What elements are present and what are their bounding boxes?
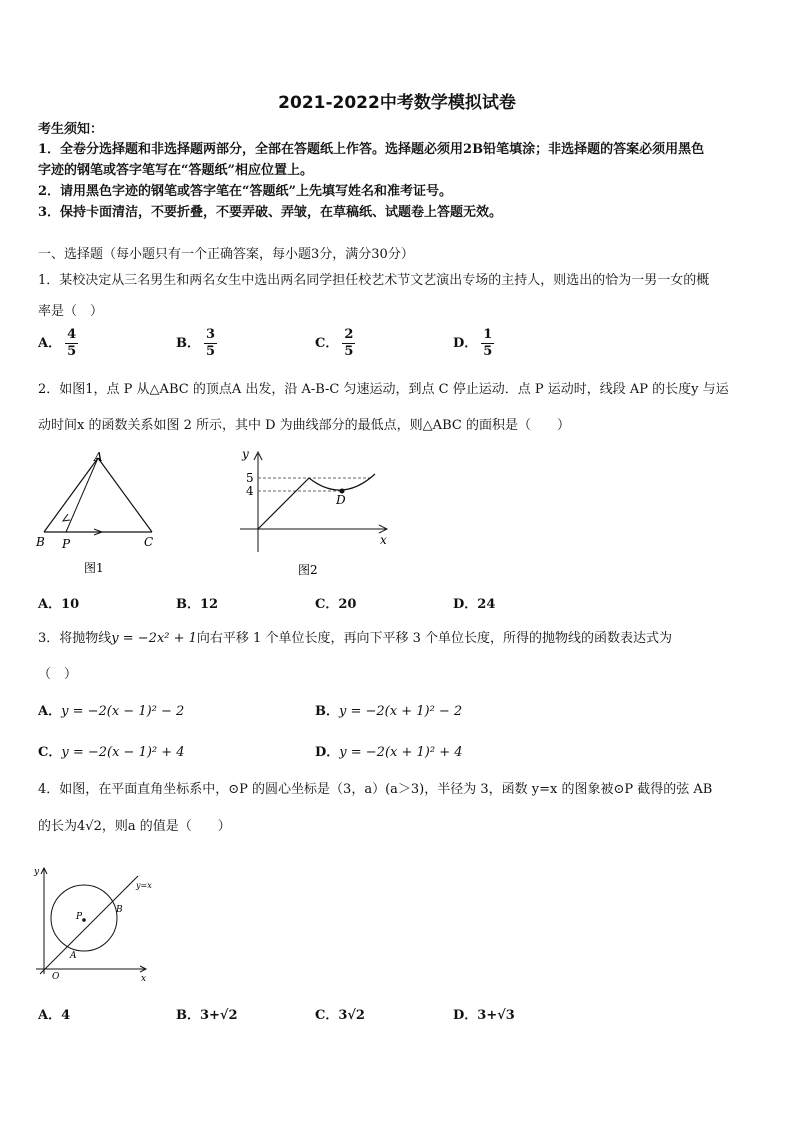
option-formula: y = −2(x − 1)² − 2	[61, 704, 185, 719]
label-b: B	[36, 535, 45, 549]
fraction	[65, 327, 78, 360]
tick-5: 5	[246, 471, 254, 485]
q3-option-b[interactable]	[315, 702, 462, 722]
q4-text-pre: 的长为	[38, 819, 78, 834]
option-label: D．	[315, 745, 340, 760]
q4-figure	[30, 862, 155, 982]
q4-formula: 4√2	[77, 819, 102, 834]
q3-text-line1	[38, 629, 672, 649]
fraction	[342, 327, 355, 360]
notice-item-3: 3．保持卡面清洁，不要折叠，不要弄破、弄皱，在草稿纸、试题卷上答题无效。	[38, 205, 503, 220]
fraction	[481, 327, 494, 360]
q4-text-line1: 4．如图，在平面直角坐标系中，⊙P 的圆心坐标是（3，a）(a＞3)，半径为 3，函数 y=x 的图象被⊙P 截得的弦 AB	[38, 782, 713, 797]
label-a: A	[70, 951, 77, 961]
q1-text-line1: 1．某校决定从三名男生和两名女生中选出两名同学担任校艺术节文艺演出专场的主持人，则选出的恰为一男一女的概	[38, 273, 710, 288]
numerator: 1	[483, 327, 493, 342]
figure-1-caption: 图1	[84, 561, 104, 575]
q2-option-a[interactable]: A．10	[38, 597, 80, 612]
option-label: A．	[38, 704, 62, 719]
option-label: D．	[453, 336, 478, 351]
q4-text-post: ，则a 的值是（ ）	[101, 819, 231, 834]
q2-option-b[interactable]: B．12	[176, 597, 219, 612]
q4-option-b[interactable]: B．3+√2	[176, 1008, 238, 1023]
option-formula: y = −2(x + 1)² + 4	[339, 745, 463, 760]
option-formula: y = −2(x + 1)² − 2	[339, 704, 463, 719]
label-y: y	[242, 447, 249, 461]
q1-text-line2: 率是（ ）	[38, 304, 104, 319]
q3-option-c[interactable]	[38, 743, 185, 763]
q2-option-c[interactable]: C．20	[315, 597, 357, 612]
numerator: 4	[67, 327, 77, 342]
denominator: 5	[483, 344, 493, 359]
label-x: x	[141, 974, 147, 982]
option-label: C．	[38, 745, 62, 760]
circle-p	[51, 885, 117, 951]
q2-figure-2	[232, 444, 397, 580]
label-o: O	[52, 972, 60, 982]
section-heading: 一、选择题（每小题只有一个正确答案，每小题3分，满分30分）	[38, 247, 414, 262]
label-b: B	[116, 905, 123, 915]
label-line: y=x	[136, 881, 152, 890]
page-title: 2021-2022中考数学模拟试卷	[278, 93, 516, 113]
label-a: A	[94, 450, 103, 464]
label-c: C	[144, 535, 154, 549]
label-p: P	[76, 912, 83, 922]
q2-option-d[interactable]: D．24	[453, 597, 496, 612]
option-label: C．	[315, 336, 339, 351]
q1-option-b[interactable]	[176, 327, 217, 360]
q4-option-d[interactable]: D．3+√3	[453, 1008, 515, 1023]
denominator: 5	[67, 344, 77, 359]
q4-text-line2	[38, 817, 231, 837]
option-label: B．	[315, 704, 339, 719]
option-label: B．	[176, 336, 200, 351]
option-formula: y = −2(x − 1)² + 4	[61, 745, 185, 760]
graph-curve-part	[309, 474, 375, 490]
q4-option-c[interactable]: C．3√2	[315, 1008, 365, 1023]
q1-option-c[interactable]	[315, 327, 355, 360]
option-label: A．	[38, 336, 62, 351]
denominator: 5	[206, 344, 216, 359]
q3-text-post: 向右平移 1 个单位长度，再向下平移 3 个单位长度，所得的抛物线的函数表达式为	[196, 631, 672, 646]
q3-option-d[interactable]	[315, 743, 463, 763]
q3-text-pre: 3．将抛物线	[38, 631, 112, 646]
center-p	[82, 918, 86, 922]
graph-linear-part	[258, 478, 309, 529]
label-x: x	[380, 533, 387, 547]
numerator: 3	[206, 327, 216, 342]
label-y: y	[34, 867, 40, 877]
q1-option-d[interactable]	[453, 327, 494, 360]
label-p: P	[62, 537, 71, 551]
tick-4: 4	[246, 484, 254, 498]
fraction	[204, 327, 217, 360]
denominator: 5	[344, 344, 354, 359]
q3-option-a[interactable]	[38, 702, 184, 722]
arrow-ab-icon	[63, 514, 70, 521]
q3-formula: y = −2x² + 1	[111, 631, 197, 646]
line-y-equals-x	[40, 876, 138, 974]
notice-item-1: 1．全卷分选择题和非选择题两部分，全部在答题纸上作答。选择题必须用2B铅笔填涂；非选择题的答案必须用黑色	[38, 142, 705, 157]
notice-heading: 考生须知：	[38, 122, 104, 137]
q2-text-line1: 2．如图1，点 P 从△ABC 的顶点A 出发，沿 A-B-C 匀速运动，到点 C 停止运动．点 P 运动时，线段 AP 的长度y 与运	[38, 382, 729, 397]
q3-text-line2: （ ）	[38, 667, 78, 682]
numerator: 2	[344, 327, 354, 342]
q4-option-a[interactable]: A．4	[38, 1008, 71, 1023]
side-ac	[98, 458, 152, 532]
q2-figure-1	[30, 448, 170, 578]
notice-item-1-cont: 字迹的钢笔或答字笔写在“答题纸”相应位置上。	[38, 163, 313, 178]
notice-item-2: 2．请用黑色字迹的钢笔或答字笔在“答题纸”上先填写姓名和准考证号。	[38, 184, 453, 199]
q2-text-line2: 动时间x 的函数关系如图 2 所示，其中 D 为曲线部分的最低点，则△ABC 的面积是（ ）	[38, 418, 570, 433]
q1-option-a[interactable]	[38, 327, 78, 360]
label-d: D	[336, 493, 346, 507]
figure-2-caption: 图2	[298, 563, 318, 577]
